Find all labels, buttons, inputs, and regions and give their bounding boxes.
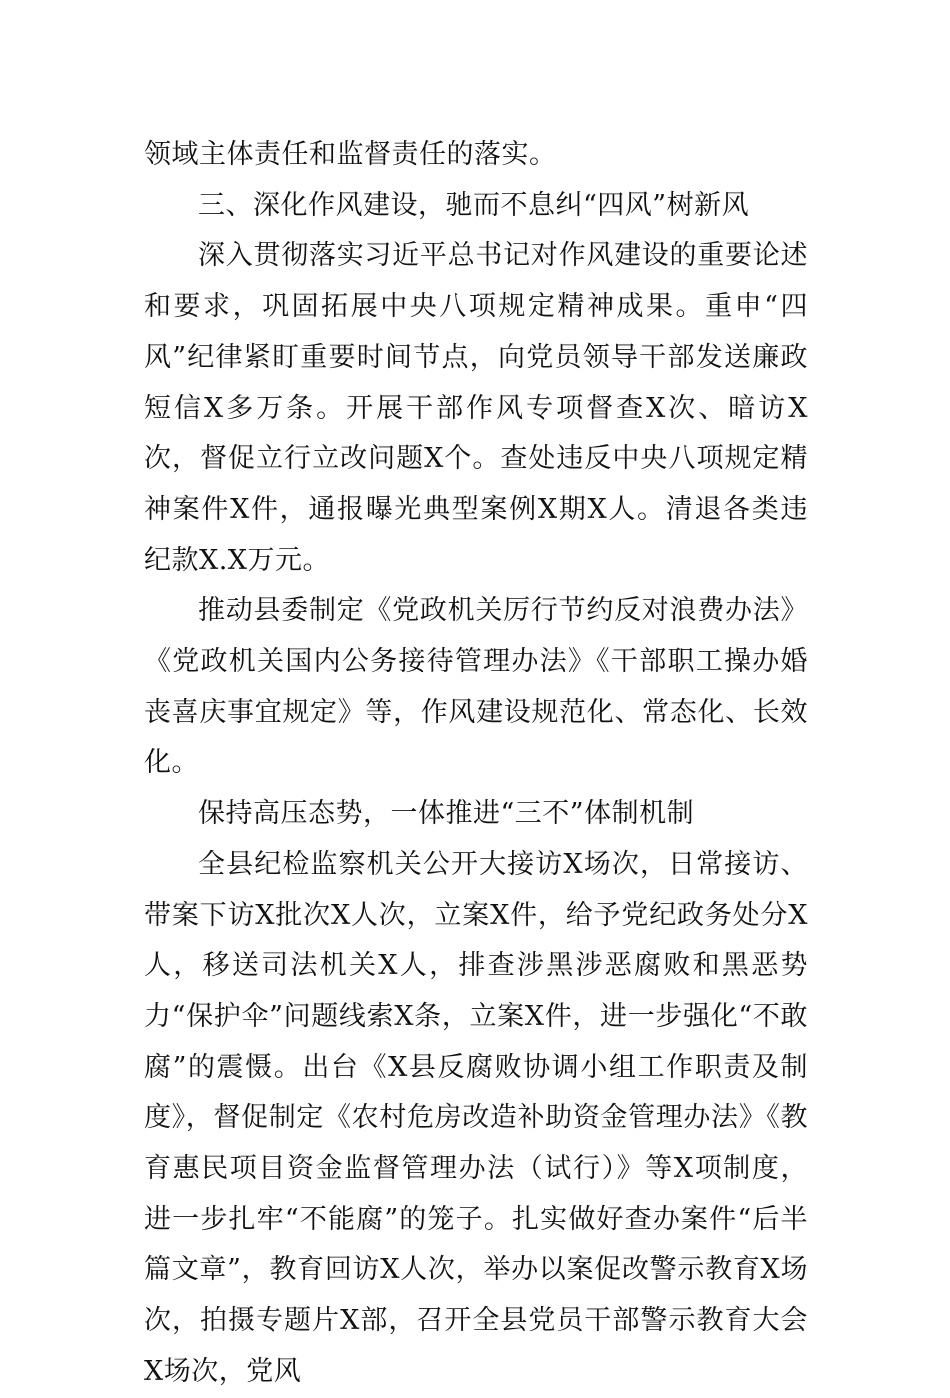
subheading-three-no: 保持高压态势，一体推进“三不”体制机制 — [198, 798, 695, 830]
document-body — [144, 130, 808, 1398]
paragraph-regulations: 推动县委制定《党政机关厉行节约反对浪费办法》《党政机关国内公务接待管理办法》《干部职工操办婚丧喜庆事宜规定》等，作风建设规范化、常态化、长效化。 — [144, 595, 808, 779]
paragraph-continuation: 领域主体责任和监督责任的落实。 — [144, 139, 557, 170]
section-heading-three: 三、深化作风建设，驰而不息纠“四风”树新风 — [198, 189, 750, 221]
paragraph-anti-corruption: 全县纪检监察机关公开大接访X场次，日常接访、带案下访X批次X人次，立案X件，给予党纪政务处分X人，移送司法机关X人，排查涉黑涉恶腐败和黑恶势力“保护伞”问题线索X条，立案X件，进一步强化“不敢腐”的震慑。出台《X县反腐败协调小组工作职责及制度》，督促制定《农村危房改造补助资金管理办法》《教育惠民项目资金监督管理办法（试行）》等X项制度，进一步扎牢“不能腐”的笼子。扎实做好查办案件“后半篇文章”，教育回访X人次，举办以案促改警示教育X场次，拍摄专题片X部，召开全县党员干部警示教育大会X场次，党风 — [144, 848, 808, 1387]
paragraph-work-style: 深入贯彻落实习近平总书记对作风建设的重要论述和要求，巩固拓展中央八项规定精神成果。重申“四风”纪律紧盯重要时间节点，向党员领导干部发送廉政短信X多万条。开展干部作风专项督查X次、暗访X次，督促立行立改问题X个。查处违反中央八项规定精神案件X件，通报曝光典型案例X期X人。清退各类违纪款X.X万元。 — [144, 240, 808, 576]
